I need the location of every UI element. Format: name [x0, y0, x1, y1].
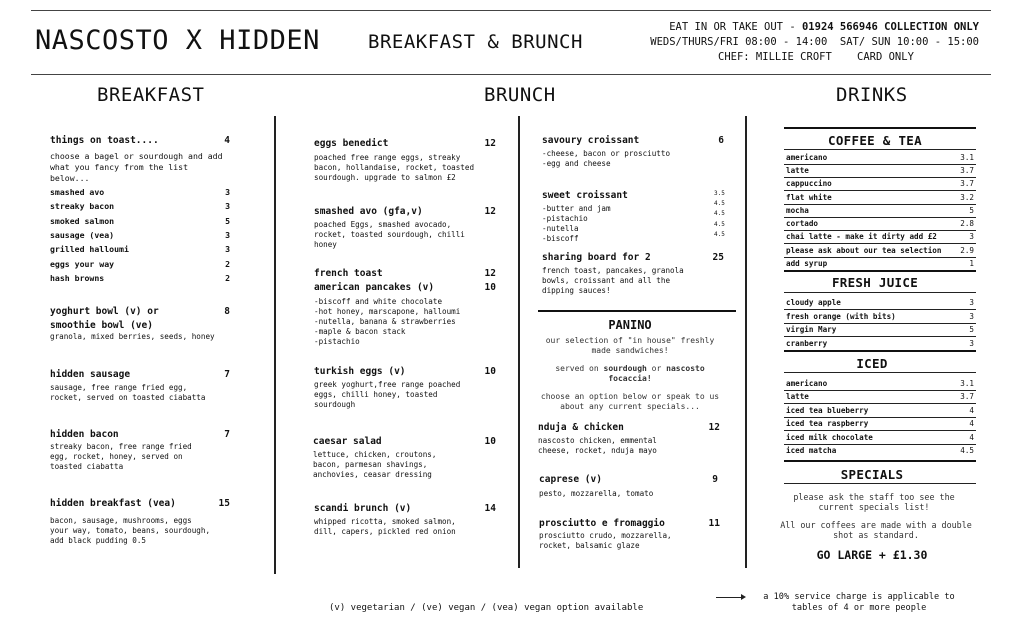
contact-prefix: EAT IN OR TAKE OUT -: [669, 21, 802, 33]
drink-price: 3: [969, 339, 974, 348]
drink-name: cloudy apple: [786, 298, 841, 307]
drink-name: add syrup: [786, 259, 828, 268]
toast-option: eggs your way: [50, 259, 115, 269]
price-hidden-bacon: 7: [224, 429, 230, 440]
price-savoury-croissant: 6: [718, 135, 724, 146]
drink-name: latte: [786, 392, 809, 401]
drink-row: [786, 446, 976, 458]
drink-price: 2.8: [960, 219, 974, 228]
price-turkish-eggs: 10: [484, 366, 496, 377]
specials-heading: SPECIALS: [840, 467, 904, 482]
toast-option-price: 3: [225, 244, 230, 254]
juice-head-rule: [784, 292, 976, 293]
item-turkish-eggs: turkish eggs (v): [314, 366, 406, 377]
sweet-option: -biscoff: [542, 234, 579, 243]
row-rule: [784, 164, 976, 165]
iced-head-rule: [784, 372, 976, 373]
drink-price: 5: [969, 325, 974, 334]
desc-nduja-chicken: nascosto chicken, emmental cheese, rocket, nduja mayo: [538, 436, 657, 455]
drink-price: 4.5: [960, 446, 974, 455]
drink-name: cappuccino: [786, 179, 832, 188]
desc-eggs-benedict: poached free range eggs, streaky bacon, hollandaise, rocket, toasted sourdough. upgrade to salmon £2: [314, 153, 475, 182]
drinks-heading: DRINKS: [836, 84, 908, 106]
price-smashed-avo: 12: [484, 206, 496, 217]
toast-option: smashed avo: [50, 187, 105, 197]
opening-hours: WEDS/THURS/FRI 08:00 - 14:00 SAT/ SUN 10:00 - 15:00: [650, 36, 979, 48]
row-rule: [784, 403, 976, 404]
drink-name: americano: [786, 153, 828, 162]
item-yoghurt-bowl: yoghurt bowl (v) or: [50, 306, 159, 317]
toast-option: streaky bacon: [50, 201, 115, 211]
item-caprese: caprese (v): [539, 474, 602, 485]
drink-name: iced tea blueberry: [786, 406, 869, 415]
desc-prosciutto: prosciutto crudo, mozzarella, rocket, balsamic glaze: [539, 531, 672, 550]
sweet-option-price: 4.5: [714, 231, 725, 238]
drink-price: 5: [969, 206, 974, 215]
served-sourdough: sourdough: [603, 364, 647, 373]
drink-name: iced tea raspberry: [786, 419, 869, 428]
item-french-toast: french toast: [314, 268, 383, 279]
coffee-head-rule: [784, 149, 976, 150]
row-rule: [784, 390, 976, 391]
breakfast-heading: BREAKFAST: [97, 84, 205, 106]
row-rule: [784, 430, 976, 431]
drink-price: 3.7: [960, 179, 974, 188]
desc-caesar-salad: lettuce, chicken, croutons, bacon, parmesan shavings, anchovies, ceasar dressing: [313, 450, 437, 479]
top-rule: [31, 10, 991, 11]
juice-heading: FRESH JUICE: [831, 275, 919, 290]
drink-name: americano: [786, 379, 828, 388]
sweet-option-price: 4.5: [714, 210, 725, 217]
item-things-on-toast: things on toast....: [50, 135, 159, 146]
divider-3: [745, 116, 747, 568]
panino-rule: [538, 310, 736, 312]
drink-price: 3: [969, 312, 974, 321]
item-hidden-sausage: hidden sausage: [50, 369, 131, 380]
divider-1: [274, 116, 276, 574]
drink-name: virgin Mary: [786, 325, 837, 334]
price-nduja-chicken: 12: [708, 422, 720, 433]
price-caprese: 9: [712, 474, 718, 485]
item-caesar-salad: caesar salad: [313, 436, 382, 447]
row-rule: [784, 417, 976, 418]
drink-name: flat white: [786, 193, 832, 202]
service-charge-note: a 10% service charge is applicable to tables of 4 or more people: [763, 592, 955, 613]
served-prefix: served on: [555, 364, 604, 373]
row-rule: [784, 190, 976, 191]
item-smashed-avo: smashed avo (gfa,v): [314, 206, 423, 217]
drink-price: 3: [969, 298, 974, 307]
price-sharing-board: 25: [712, 252, 724, 263]
row-rule: [784, 177, 976, 178]
row-rule: [784, 309, 976, 310]
desc-hidden-breakfast: bacon, sausage, mushrooms, eggs your way, tomato, beans, sourdough, add black pudding 0.5: [50, 516, 211, 545]
drink-price: 3.2: [960, 193, 974, 202]
drink-name: iced milk chocolate: [786, 433, 873, 442]
row-rule: [784, 336, 976, 337]
desc-caprese: pesto, mozzarella, tomato: [539, 489, 654, 498]
drink-name: please ask about our tea selection: [786, 246, 942, 255]
desc-hidden-bacon: streaky bacon, free range fried egg, rocket, honey, served on toasted ciabatta: [50, 442, 192, 471]
item-eggs-benedict: eggs benedict: [314, 138, 389, 149]
panino-choose: choose an option below or speak to us about any current specials...: [540, 392, 720, 411]
price-hidden-sausage: 7: [224, 369, 230, 380]
specials-rule: [784, 460, 976, 462]
row-rule: [784, 323, 976, 324]
panino-heading: PANINO: [608, 318, 652, 332]
toast-option-price: 2: [225, 273, 230, 283]
drink-price: 3.1: [960, 153, 974, 162]
coffee-note: All our coffees are made with a double shot as standard.: [780, 520, 972, 540]
panino-intro: our selection of "in house" freshly made sandwiches!: [545, 336, 715, 355]
sweet-option: -pistachio: [542, 214, 588, 223]
toast-option: smoked salmon: [50, 216, 115, 226]
sweet-option-price: 4.5: [714, 200, 725, 207]
drink-price: 3: [969, 232, 974, 241]
price-american-pancakes: 10: [484, 282, 496, 293]
price-eggs-benedict: 12: [484, 138, 496, 149]
item-hidden-bacon: hidden bacon: [50, 429, 119, 440]
item-nduja-chicken: nduja & chicken: [538, 422, 624, 433]
contact-line: [669, 20, 979, 35]
served-mid: or: [646, 364, 667, 373]
row-rule: [784, 257, 976, 258]
arrow-icon: [716, 597, 744, 598]
item-smoothie-bowl: smoothie bowl (ve): [50, 320, 153, 331]
drink-price: 3.7: [960, 166, 974, 175]
sweet-option-price: 3.5: [714, 190, 725, 197]
specials-head-rule: [784, 483, 976, 484]
panino-served: [538, 364, 722, 384]
price-caesar-salad: 10: [484, 436, 496, 447]
item-hidden-breakfast: hidden breakfast (vea): [50, 498, 176, 509]
coffee-heading: COFFEE & TEA: [828, 133, 922, 148]
desc-scandi-brunch: whipped ricotta, smoked salmon, dill, capers, pickled red onion: [314, 517, 456, 536]
row-rule: [784, 217, 976, 218]
specials-text: please ask the staff too see the current specials list!: [793, 492, 955, 512]
toast-option-price: 3: [225, 201, 230, 211]
served-focaccia: nascosto focaccia!: [608, 364, 705, 383]
desc-things-on-toast: choose a bagel or sourdough and add what you fancy from the list below...: [50, 151, 223, 183]
item-sweet-croissant: sweet croissant: [542, 190, 628, 201]
drink-price: 4: [969, 406, 974, 415]
desc-american-pancakes: -biscoff and white chocolate -hot honey, marscapone, halloumi -nutella, banana & strawberries -maple & bacon stack -pistachio: [314, 297, 461, 346]
price-french-toast: 12: [484, 268, 496, 279]
desc-yoghurt-bowl: granola, mixed berries, seeds, honey: [50, 332, 215, 341]
row-rule: [784, 243, 976, 244]
contact-phone: 01924 566946 COLLECTION ONLY: [801, 21, 979, 33]
toast-option-price: 3: [225, 187, 230, 197]
item-prosciutto: prosciutto e fromaggio: [539, 518, 665, 529]
toast-option-price: 3: [225, 230, 230, 240]
go-large: GO LARGE + £1.30: [816, 548, 928, 562]
chef-name: CHEF: MILLIE CROFT: [718, 51, 832, 63]
toast-option: sausage (vea): [50, 230, 115, 240]
price-hidden-breakfast: 15: [218, 498, 230, 509]
desc-sharing-board: french toast, pancakes, granola bowls, croissant and all the dipping sauces!: [542, 266, 684, 295]
sweet-option-price: 4.5: [714, 221, 725, 228]
sweet-option: -nutella: [542, 224, 579, 233]
drink-name: cortado: [786, 219, 819, 228]
price-yoghurt-bowl: 8: [224, 306, 230, 317]
drink-price: 4: [969, 433, 974, 442]
brunch-heading: BRUNCH: [484, 84, 556, 106]
divider-2: [518, 116, 520, 568]
row-rule: [784, 204, 976, 205]
iced-rule: [784, 350, 976, 352]
toast-option: hash browns: [50, 273, 105, 283]
desc-savoury-croissant: -cheese, bacon or prosciutto -egg and cheese: [542, 149, 671, 168]
desc-smashed-avo: poached Eggs, smashed avocado, rocket, toasted sourdough, chilli honey: [314, 220, 465, 249]
price-prosciutto: 11: [708, 518, 720, 529]
menu-subtitle: BREAKFAST & BRUNCH: [368, 31, 583, 53]
desc-hidden-sausage: sausage, free range fried egg, rocket, served on toasted ciabatta: [50, 383, 206, 402]
price-scandi-brunch: 14: [484, 503, 496, 514]
drink-name: chai latte - make it dirty add £2: [786, 232, 937, 241]
drink-price: 3.1: [960, 379, 974, 388]
drink-name: latte: [786, 166, 809, 175]
toast-option: grilled halloumi: [50, 244, 129, 254]
drink-price: 4: [969, 419, 974, 428]
row-rule: [784, 230, 976, 231]
price-things-on-toast: 4: [224, 135, 230, 146]
drink-price: 3.7: [960, 392, 974, 401]
payment-note: CARD ONLY: [857, 51, 914, 63]
drink-name: cranberry: [786, 339, 828, 348]
sweet-option: -butter and jam: [542, 204, 611, 213]
item-scandi-brunch: scandi brunch (v): [314, 503, 412, 514]
item-savoury-croissant: savoury croissant: [542, 135, 640, 146]
item-american-pancakes: american pancakes (v): [314, 282, 435, 293]
drink-name: iced matcha: [786, 446, 837, 455]
diet-legend: (v) vegetarian / (ve) vegan / (vea) vegan option available: [329, 603, 644, 613]
item-sharing-board: sharing board for 2: [542, 252, 651, 263]
drink-name: fresh orange (with bits): [786, 312, 896, 321]
toast-option-price: 2: [225, 259, 230, 269]
iced-heading: ICED: [856, 356, 888, 371]
menu-title: NASCOSTO X HIDDEN: [35, 25, 320, 56]
juice-rule: [784, 270, 976, 272]
drink-price: 2.9: [960, 246, 974, 255]
toast-option-price: 5: [225, 216, 230, 226]
drink-name: mocha: [786, 206, 809, 215]
row-rule: [784, 444, 976, 445]
desc-turkish-eggs: greek yoghurt,free range poached eggs, chilli honey, toasted sourdough: [314, 380, 461, 409]
header-rule: [31, 74, 991, 75]
drink-price: 1: [969, 259, 974, 268]
coffee-rule: [784, 127, 976, 129]
